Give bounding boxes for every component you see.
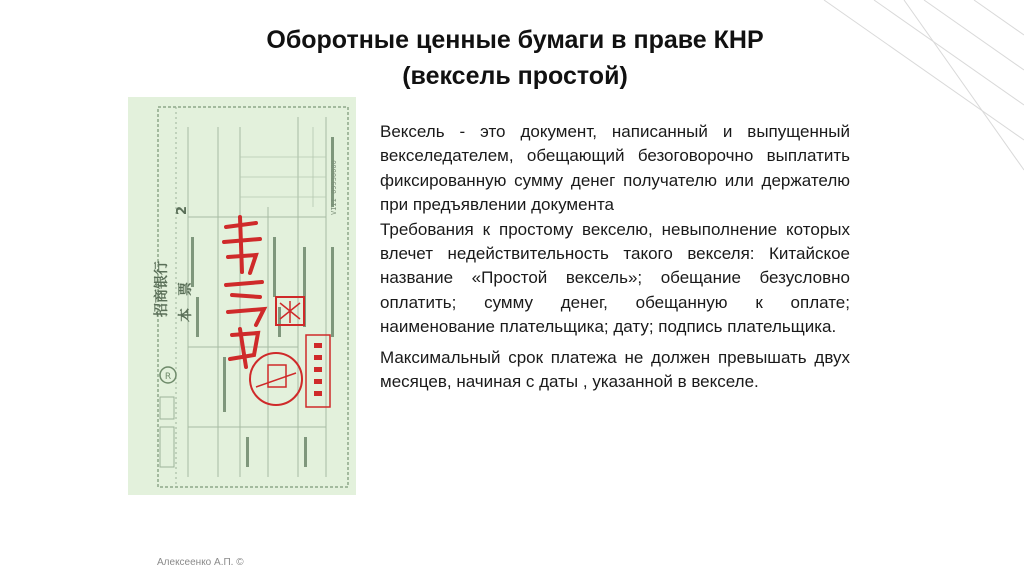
- bill-number-prefix: 2: [175, 205, 190, 215]
- payment-term-paragraph: Максимальный срок платежа не должен превышать двух месяцев, начиная с даты , указанной в векселе.: [380, 347, 850, 392]
- title-line-1: Оборотные ценные бумаги в праве КНР: [266, 26, 764, 54]
- title-line-2: (вексель простой): [402, 62, 628, 90]
- requirements-paragraph: Требования к простому векселю, невыполнение которых влечет недействительность такого векселя: Китайское название «Простой вексель»; обещание безусловно оплатить; сумму денег, обещанную к оплате; наименование плательщика; дату; подпись плательщика.: [380, 219, 850, 337]
- slide-body: [380, 120, 850, 394]
- promissory-note-drawing: [128, 97, 356, 495]
- svg-text:R: R: [164, 372, 172, 382]
- definition-paragraph: Вексель - это документ, написанный и выпущенный векселедателем, обещающий безоговорочно выплатить фиксированную сумму денег получателю или держателю при предъявлении документа: [380, 122, 850, 215]
- slide-title: [195, 22, 835, 94]
- bill-bank-name: 招商银行: [154, 261, 170, 317]
- bill-serial: VIII 09930000: [330, 160, 338, 215]
- footer-author: Алексеенко А.П. ©: [157, 557, 244, 568]
- promissory-note-image: [128, 97, 356, 495]
- bill-type: 本票: [178, 270, 194, 322]
